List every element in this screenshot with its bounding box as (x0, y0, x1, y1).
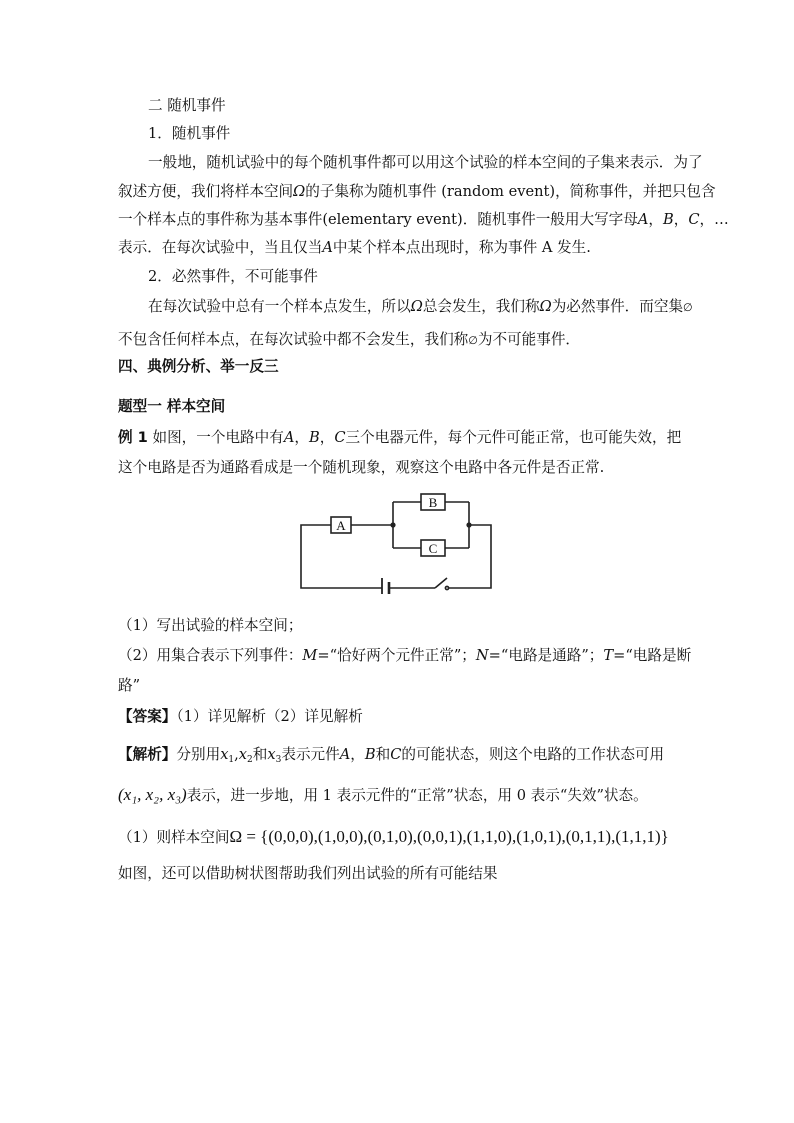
paragraph-line: 一般地，随机试验中的每个随机事件都可以用这个试验的样本空间的子集来表示．为了 (148, 154, 703, 171)
text: , (234, 746, 239, 763)
var-B: B (308, 429, 320, 446)
var-B: B (364, 746, 376, 763)
text: 不包含任何样本点，在每次试验中都不会发生，我们称 (118, 331, 469, 348)
text: ，… (699, 211, 729, 228)
component-label-a: A (336, 518, 346, 533)
omega-symbol: Ω (539, 298, 552, 315)
question-2 (118, 646, 691, 666)
paragraph-line (118, 238, 591, 258)
text: =“恰好两个元件正常”； (317, 647, 476, 664)
text: ， (350, 746, 365, 763)
paragraph-line (118, 330, 580, 351)
text: ， (648, 211, 664, 228)
sample-space-formula: Ω = {(0,0,0),(1,0,0),(0,1,0),(0,0,1),(1,1,0),(1,0,1),(0,1,1),(1,1,1)} (229, 827, 669, 846)
var-x: x (220, 746, 229, 763)
question-2-cont: 路” (118, 677, 141, 694)
text: 三个电器元件，每个元件可能正常，也可能失效，把 (345, 429, 682, 446)
text: 表示．在每次试验中，当且仅当 (118, 239, 323, 256)
text: 总会发生，我们称 (422, 298, 540, 315)
text: 的可能状态，则这个电路的工作状态可用 (401, 746, 665, 763)
var-B: B (663, 211, 674, 228)
var-x: x (238, 746, 248, 763)
text: 为不可能事件． (477, 331, 581, 348)
answer-text: （1）详见解析（2）详见解析 (176, 708, 363, 725)
tuple-formula: (x₁, x₂, x₃) (118, 785, 187, 804)
var-M: M (302, 647, 318, 664)
text: 和 (375, 746, 391, 763)
part-four-heading: 四、典例分析、举一反三 (118, 358, 279, 375)
text: 的子集称为随机事件 (random event)，简称事件，并把只包含 (305, 183, 716, 200)
text: 中某个样本点出现时，称为事件 A 发生. (332, 239, 591, 256)
question-1: （1）写出试验的样本空间； (118, 617, 303, 634)
section-heading: 二 随机事件 (148, 97, 226, 114)
subheading-certain-event: 2．必然事件，不可能事件 (148, 268, 318, 285)
omega-symbol: Ω (410, 298, 423, 315)
text: 叙述方便，我们将样本空间 (118, 183, 294, 200)
text: 如图，一个电路中有 (147, 429, 284, 446)
paragraph-line (118, 210, 729, 230)
omega-symbol: Ω (293, 183, 306, 200)
text: （2）用集合表示下列事件： (118, 647, 303, 664)
sample-space-line (118, 827, 669, 848)
text: 在每次试验中总有一个样本点发生，所以 (148, 298, 411, 315)
solution-line (118, 745, 664, 770)
junction-dot-left (390, 522, 395, 527)
text: ， (319, 429, 335, 446)
subscript: 1 (228, 755, 235, 765)
component-label-b: B (428, 495, 438, 510)
var-A: A (339, 746, 351, 763)
circuit-wire-left (301, 525, 382, 588)
solution-line (118, 785, 648, 806)
text: （1）则样本空间 (118, 829, 230, 846)
var-C: C (390, 746, 402, 763)
solution-line: 如图，还可以借助树状图帮助我们列出试验的所有可能结果 (118, 865, 498, 882)
var-A: A (322, 239, 333, 256)
var-C: C (334, 429, 346, 446)
text: 为必然事件．而空集 (551, 298, 684, 315)
text: 和 (252, 746, 268, 763)
solution-label: 【解析】 (118, 746, 177, 763)
paragraph-line (118, 182, 716, 202)
text: =“电路是断 (613, 647, 692, 664)
subheading-random-event: 1．随机事件 (148, 125, 231, 142)
example-label: 例 1 (118, 429, 148, 446)
text: 分别用 (176, 746, 221, 763)
question-type-heading: 题型一 样本空间 (118, 398, 226, 415)
text: ， (294, 429, 309, 446)
empty-set-symbol: ∅ (683, 301, 693, 314)
paragraph-line (148, 297, 693, 318)
var-A: A (637, 211, 649, 228)
switch-contact (445, 586, 448, 589)
answer-line (118, 707, 363, 727)
text: 表示，进一步地，用 1 表示元件的“正常”状态，用 0 表示“失效”状态。 (186, 787, 648, 804)
var-x: x (267, 746, 276, 763)
subscript: 3 (275, 755, 282, 765)
var-T: T (603, 647, 614, 664)
circuit-diagram (297, 492, 497, 594)
answer-label: 【答案】 (118, 708, 177, 725)
text: ， (673, 211, 689, 228)
var-C: C (688, 211, 700, 228)
var-A: A (283, 429, 295, 446)
text: 一个样本点的事件称为基本事件(elementary event)．随机事件一般用大写字母 (118, 211, 638, 228)
example-line (118, 428, 681, 448)
example-line: 这个电路是否为通路看成是一个随机现象，观察这个电路中各元件是否正常. (118, 459, 605, 476)
var-N: N (475, 647, 489, 664)
text: =“电路是通路”； (488, 647, 604, 664)
empty-set-symbol: ∅ (468, 334, 478, 347)
subscript: 2 (247, 755, 253, 765)
junction-dot-right (466, 522, 471, 527)
component-label-c: C (428, 541, 438, 556)
text: 表示元件 (281, 746, 340, 763)
